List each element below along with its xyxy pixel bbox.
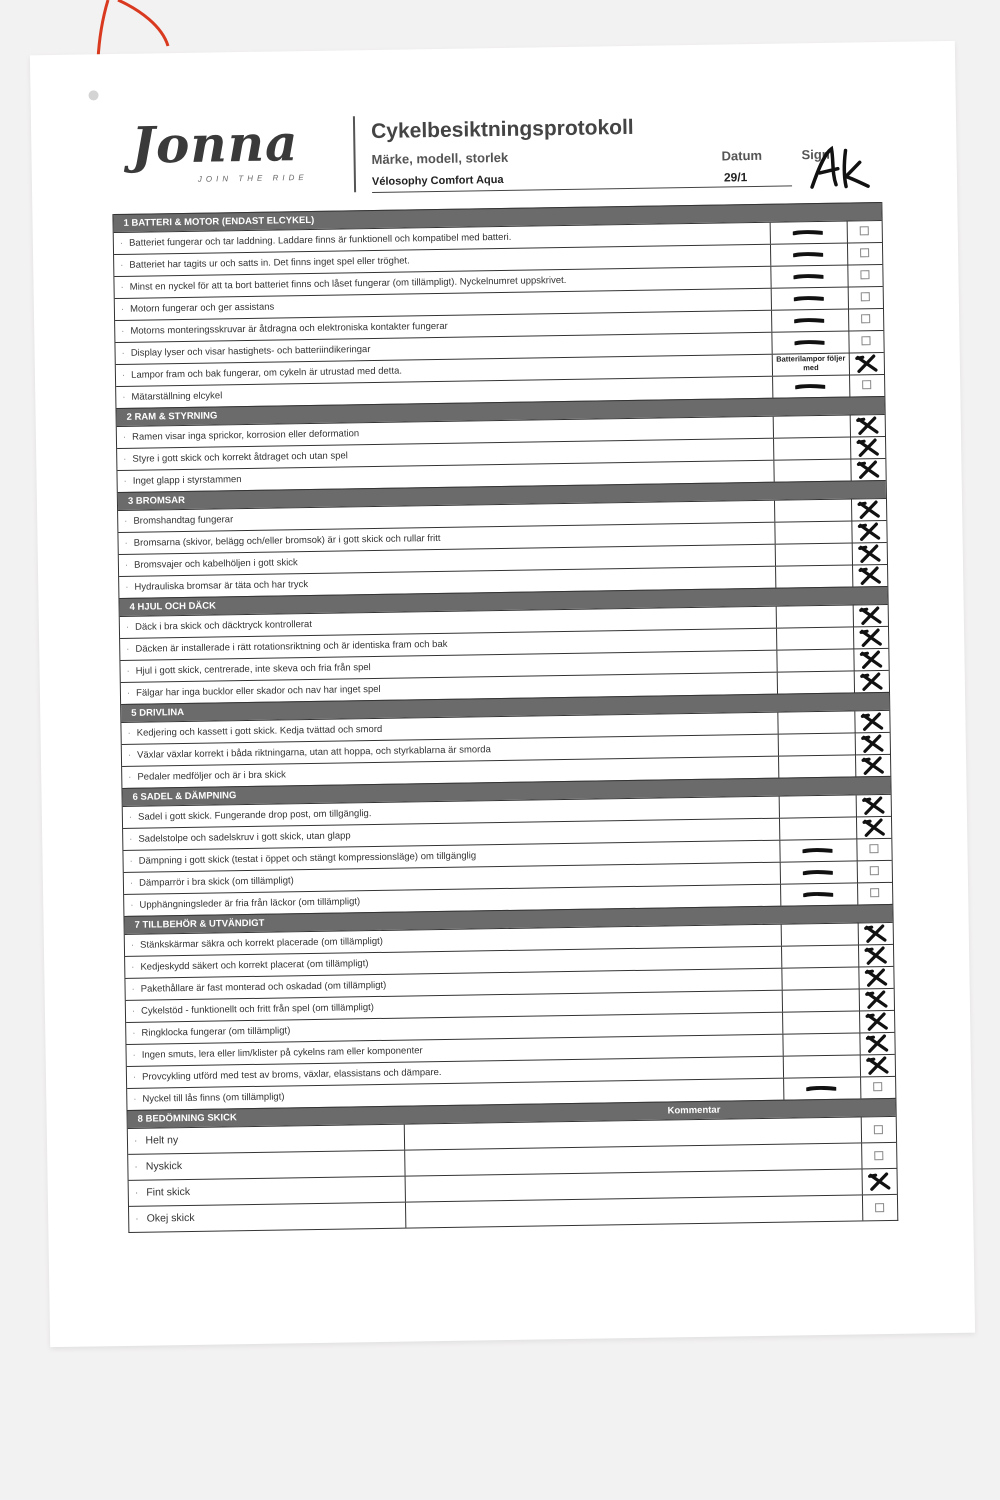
inspection-checklist [112, 202, 898, 1233]
row-check-cell[interactable] [857, 861, 892, 883]
row-remark-cell [780, 883, 857, 905]
row-remark-cell [771, 310, 848, 332]
logo-tagline: JOIN THE RIDE [197, 172, 308, 184]
signature-mark [801, 142, 882, 191]
row-check-cell[interactable] [857, 883, 892, 905]
row-label: Hjul i gott skick, centrerade, inte skeva och fria från spel [135, 662, 371, 677]
dash-mark-icon [803, 892, 833, 897]
bullet: · [129, 833, 133, 845]
checkmark-x-icon [859, 650, 883, 669]
bullet: · [121, 325, 125, 337]
row-label: Display lyser och visar hastighets- och batteriindikeringar [130, 344, 371, 359]
row-label: Däcken är installerade i rätt rotationsriktning och är identiska fram och bak [135, 638, 448, 655]
comment-column-label: Kommentar [667, 1104, 721, 1117]
row-label: Sadelstolpe och sadelskruv i gott skick, utan glapp [138, 830, 351, 845]
row-remark-cell [775, 565, 852, 587]
checkmark-x-icon [859, 628, 883, 647]
row-remark-cell [779, 839, 856, 861]
row-check-cell[interactable] [851, 521, 886, 543]
dash-mark-icon [794, 296, 824, 301]
bullet: · [131, 961, 135, 973]
row-label: Kedjering och kassett i gott skick. Kedja tvättad och smord [136, 723, 383, 739]
row-label: Hydrauliska bromsar är täta och har tryck [134, 579, 309, 593]
assessment-check-cell[interactable] [862, 1195, 897, 1221]
row-check-cell[interactable] [852, 543, 887, 565]
row-check-cell[interactable] [850, 437, 885, 459]
checkmark-x-icon [861, 734, 885, 753]
row-check-cell[interactable] [847, 221, 882, 243]
row-remark-cell [779, 795, 856, 817]
row-check-cell[interactable] [858, 967, 893, 989]
checkmark-x-icon [861, 756, 885, 775]
row-check-cell[interactable] [848, 287, 883, 309]
row-label: Motorns monteringsskruvar är åtdragna och elektroniska kontakter fungerar [130, 320, 448, 337]
date-field-label: Datum [721, 147, 763, 164]
row-label: Inget glapp i styrstammen [132, 474, 242, 487]
bullet: · [126, 665, 130, 677]
checkbox[interactable] [870, 888, 879, 897]
row-remark-cell [772, 376, 849, 398]
row-remark-cell [777, 671, 854, 693]
bullet: · [132, 1027, 136, 1039]
row-remark-cell [773, 416, 850, 438]
bullet: · [124, 515, 128, 527]
assessment-label-cell [128, 1125, 405, 1154]
row-remark-cell [782, 989, 859, 1011]
checkbox[interactable] [861, 314, 870, 323]
row-remark-cell [773, 460, 850, 482]
row-check-cell[interactable] [850, 459, 885, 481]
row-check-cell[interactable] [856, 839, 891, 861]
bullet: · [120, 281, 124, 293]
row-check-cell[interactable] [847, 243, 882, 265]
logo-wordmark: Jonna [130, 113, 299, 175]
dash-mark-icon [806, 1086, 836, 1091]
dash-mark-icon [793, 274, 823, 279]
row-remark-cell [773, 438, 850, 460]
row-remark-cell [770, 222, 847, 244]
bullet: · [133, 1134, 138, 1147]
assessment-label: Nyskick [145, 1160, 183, 1173]
row-check-cell[interactable] [859, 989, 894, 1011]
checkbox[interactable] [861, 336, 870, 345]
checkbox[interactable] [860, 248, 869, 257]
checkbox[interactable] [874, 1125, 883, 1134]
row-label: Pedaler medföljer och är i bra skick [137, 769, 286, 783]
checkmark-x-icon [857, 522, 881, 541]
row-check-cell[interactable] [856, 817, 891, 839]
model-field-label: Märke, modell, storlek [371, 149, 509, 167]
row-remark-cell [776, 627, 853, 649]
bullet: · [125, 621, 130, 633]
checkbox[interactable] [860, 226, 869, 235]
row-remark-cell [781, 923, 858, 945]
checkbox[interactable] [875, 1203, 884, 1212]
row-label: Stänkskärmar säkra och korrekt placerade (om tillämpligt) [139, 935, 384, 951]
checkbox[interactable] [862, 380, 871, 389]
row-label: Ringklocka fungerar (om tillämpligt) [141, 1025, 291, 1039]
row-remark-cell [783, 1077, 860, 1099]
checkmark-x-icon [865, 990, 889, 1009]
bullet: · [126, 643, 130, 655]
row-label: Sadel i gott skick. Fungerande drop post, om tillgänglig. [137, 808, 372, 823]
bullet: · [121, 369, 126, 381]
row-check-cell[interactable] [849, 375, 884, 397]
row-label: Ramen visar inga sprickor, korrosion eller deformation [132, 428, 360, 443]
dash-mark-icon [795, 384, 825, 389]
row-remark-cell [778, 733, 855, 755]
bullet: · [134, 1186, 139, 1199]
checkbox[interactable] [870, 866, 879, 875]
section-header: 6 SADEL & DÄMPNING [122, 776, 890, 806]
row-remark-cell [781, 945, 858, 967]
punch-hole [88, 90, 98, 100]
bullet: · [131, 983, 135, 995]
bullet: · [125, 581, 129, 593]
checkmark-x-icon [860, 712, 884, 731]
row-check-cell[interactable] [854, 671, 889, 693]
row-remark-cell [771, 288, 848, 310]
row-remark-cell [772, 354, 849, 376]
assessment-check-cell[interactable] [861, 1117, 896, 1143]
row-check-cell[interactable] [848, 331, 883, 353]
date-value: 29/1 [723, 170, 748, 185]
bullet: · [132, 1049, 136, 1061]
row-label: Dämparrör i bra skick (om tillämpligt) [139, 875, 294, 889]
section-header: 4 HJUL OCH DÄCK [119, 586, 887, 616]
row-remark-cell [771, 332, 848, 354]
bullet: · [126, 687, 131, 699]
row-check-cell[interactable] [852, 565, 887, 587]
checkmark-x-icon [865, 1012, 889, 1031]
checkbox[interactable] [860, 270, 869, 279]
bullet: · [120, 303, 125, 315]
bullet: · [130, 899, 134, 911]
section-header: 1 BATTERI & MOTOR (ENDAST ELCYKEL) [113, 202, 881, 232]
bullet: · [128, 771, 132, 783]
dash-mark-icon [802, 848, 832, 853]
assessment-label: Helt ny [145, 1134, 179, 1147]
row-remark-cell [783, 1055, 860, 1077]
row-label: Mätarställning elcykel [131, 390, 223, 403]
assessment-title: 8 BEDÖMNING SKICK [137, 1112, 237, 1125]
row-check-cell[interactable] [851, 499, 886, 521]
row-remark-cell [774, 500, 851, 522]
row-label: Lampor fram och bak fungerar, om cykeln är utrustad med detta. [131, 365, 403, 381]
row-remark-cell [775, 543, 852, 565]
page-title: Cykelbesiktningsprotokoll [370, 115, 634, 143]
row-remark-cell [780, 861, 857, 883]
row-remark-cell [782, 1011, 859, 1033]
assessment-label-cell [128, 1151, 405, 1180]
row-label: Fälgar har inga bucklor eller skador och nav har inget spel [136, 683, 381, 699]
bullet: · [130, 939, 135, 951]
header-divider [353, 116, 356, 192]
bullet: · [132, 1071, 137, 1083]
row-remark-cell [770, 266, 847, 288]
dash-mark-icon [793, 252, 823, 257]
checkmark-x-icon [864, 946, 888, 965]
checkbox[interactable] [869, 844, 878, 853]
bullet: · [122, 391, 126, 403]
row-label: Växlar växlar korrekt i båda riktningarna, utan att hoppa, och styrkablarna är smorda [137, 744, 491, 761]
row-label: Nyckel till lås finns (om tillämpligt) [142, 1091, 285, 1105]
dash-mark-icon [794, 318, 824, 323]
row-label: Pakethållare är fast monterad och oskadad (om tillämpligt) [140, 979, 387, 995]
model-value: Vélosophy Comfort Aqua [371, 173, 504, 188]
row-check-cell[interactable] [859, 1033, 894, 1055]
checkmark-x-icon [868, 1172, 892, 1191]
checkmark-x-icon [856, 438, 880, 457]
row-label: Däck i bra skick och däcktryck kontrollerat [134, 618, 313, 633]
row-remark-cell [776, 605, 853, 627]
section-header: 5 DRIVLINA [121, 692, 889, 722]
inspection-sheet [30, 41, 975, 1347]
dash-mark-icon [794, 340, 824, 345]
assessment-check-cell[interactable] [862, 1169, 897, 1195]
sign-field-label: Sign [801, 146, 830, 163]
row-remark-cell [781, 967, 858, 989]
row-remark-cell [777, 711, 854, 733]
bullet: · [124, 537, 128, 549]
dash-mark-icon [803, 870, 833, 875]
row-remark-cell [779, 817, 856, 839]
row-check-cell[interactable] [859, 1011, 894, 1033]
bullet: · [123, 453, 127, 465]
assessment-label: Fint skick [146, 1185, 191, 1199]
row-label: Bromshandtag fungerar [133, 514, 234, 527]
bullet: · [127, 727, 131, 739]
row-label: Motorn fungerar och ger assistans [129, 301, 275, 315]
row-check-cell[interactable] [850, 415, 885, 437]
row-check-cell[interactable] [860, 1077, 895, 1099]
row-check-cell[interactable] [853, 649, 888, 671]
assessment-check-cell[interactable] [861, 1143, 896, 1169]
checkbox[interactable] [861, 292, 870, 301]
row-remark-cell [770, 244, 847, 266]
checkmark-x-icon [864, 924, 888, 943]
section-header: 3 BROMSAR [118, 480, 886, 510]
bullet: · [131, 1005, 136, 1017]
row-check-cell[interactable] [860, 1055, 895, 1077]
row-check-cell[interactable] [847, 265, 882, 287]
row-label: Batteriet fungerar och tar laddning. Laddare finns är funktionell och kompatibel med batteri. [128, 231, 512, 249]
assessment-label: Okej skick [146, 1211, 195, 1225]
bullet: · [122, 431, 127, 443]
row-label: Bromsvajer och kabelhöljen i gott skick [134, 557, 298, 571]
checkmark-x-icon [864, 968, 888, 987]
row-label: Upphängningsleder är fria från läckor (om tillämpligt) [139, 896, 361, 911]
assessment-label-cell [129, 1203, 406, 1232]
row-label: Dämpning i gott skick (testat i öppet och stängt kompressionsläge) om tillgänglig [138, 850, 477, 867]
row-label: Styre i gott skick och korrekt åtdraget och utan spel [132, 450, 348, 465]
row-label: Bromsarna (skivor, belägg och/eller bromsok) är i gott skick och rullar fritt [133, 532, 441, 549]
checkmark-x-icon [859, 606, 883, 625]
row-label: Kedjeskydd säkert och korrekt placerat (om tillämpligt) [140, 958, 369, 973]
assessment-label-cell [129, 1177, 406, 1206]
bullet: · [133, 1093, 137, 1105]
row-check-cell[interactable] [858, 923, 893, 945]
checkmark-x-icon [865, 1034, 889, 1053]
checkmark-x-icon [858, 566, 882, 585]
checkmark-x-icon [862, 796, 886, 815]
bullet: · [123, 475, 127, 487]
bullet: · [128, 811, 133, 823]
checkmark-x-icon [856, 460, 880, 479]
row-check-cell[interactable] [853, 627, 888, 649]
row-check-cell[interactable] [853, 605, 888, 627]
dash-mark-icon [793, 230, 823, 235]
row-note: Batterilampor följer med [776, 353, 846, 373]
row-label: Batteriet har tagits ur och satts in. Det finns inget spel eller tröghet. [129, 255, 410, 271]
row-label: Cykelstöd - funktionellt och fritt från spel (om tillämpligt) [141, 1002, 375, 1017]
checkmark-x-icon [855, 354, 879, 373]
bullet: · [127, 749, 132, 761]
row-remark-cell [778, 755, 855, 777]
row-label: Ingen smuts, lera eller lim/klister på cykelns ram eller komponenter [141, 1045, 423, 1061]
checkmark-x-icon [860, 672, 884, 691]
bullet: · [134, 1160, 138, 1173]
checkmark-x-icon [857, 500, 881, 519]
checkmark-x-icon [858, 544, 882, 563]
row-label: Provcykling utförd med test av broms, växlar, elassistans och dämpare. [142, 1067, 442, 1083]
row-label: Minst en nyckel för att ta bort batteriet finns och låset fungerar (om tillämpligt). Nyckelnumret uppskrivet. [129, 274, 567, 293]
row-remark-cell [774, 521, 851, 543]
row-check-cell[interactable] [856, 795, 891, 817]
bullet: · [120, 259, 124, 271]
row-check-cell[interactable] [855, 755, 890, 777]
bullet: · [129, 855, 133, 867]
checkmark-x-icon [866, 1056, 890, 1075]
bullet: · [119, 237, 124, 249]
checkbox[interactable] [873, 1082, 882, 1091]
section-header: 2 RAM & STYRNING [116, 396, 884, 426]
row-remark-cell [782, 1033, 859, 1055]
bullet: · [135, 1212, 139, 1225]
row-remark-cell [776, 649, 853, 671]
checkbox[interactable] [874, 1151, 883, 1160]
logo [131, 112, 342, 195]
section-header: 7 TILLBEHÖR & UTVÄNDIGT [124, 904, 892, 934]
row-check-cell[interactable] [849, 353, 884, 375]
bullet: · [124, 559, 129, 571]
bullet: · [129, 877, 134, 889]
bullet: · [121, 347, 125, 359]
checkmark-x-icon [856, 416, 880, 435]
row-check-cell[interactable] [858, 945, 893, 967]
row-check-cell[interactable] [855, 733, 890, 755]
row-check-cell[interactable] [848, 309, 883, 331]
checkmark-x-icon [862, 818, 886, 837]
row-check-cell[interactable] [854, 711, 889, 733]
